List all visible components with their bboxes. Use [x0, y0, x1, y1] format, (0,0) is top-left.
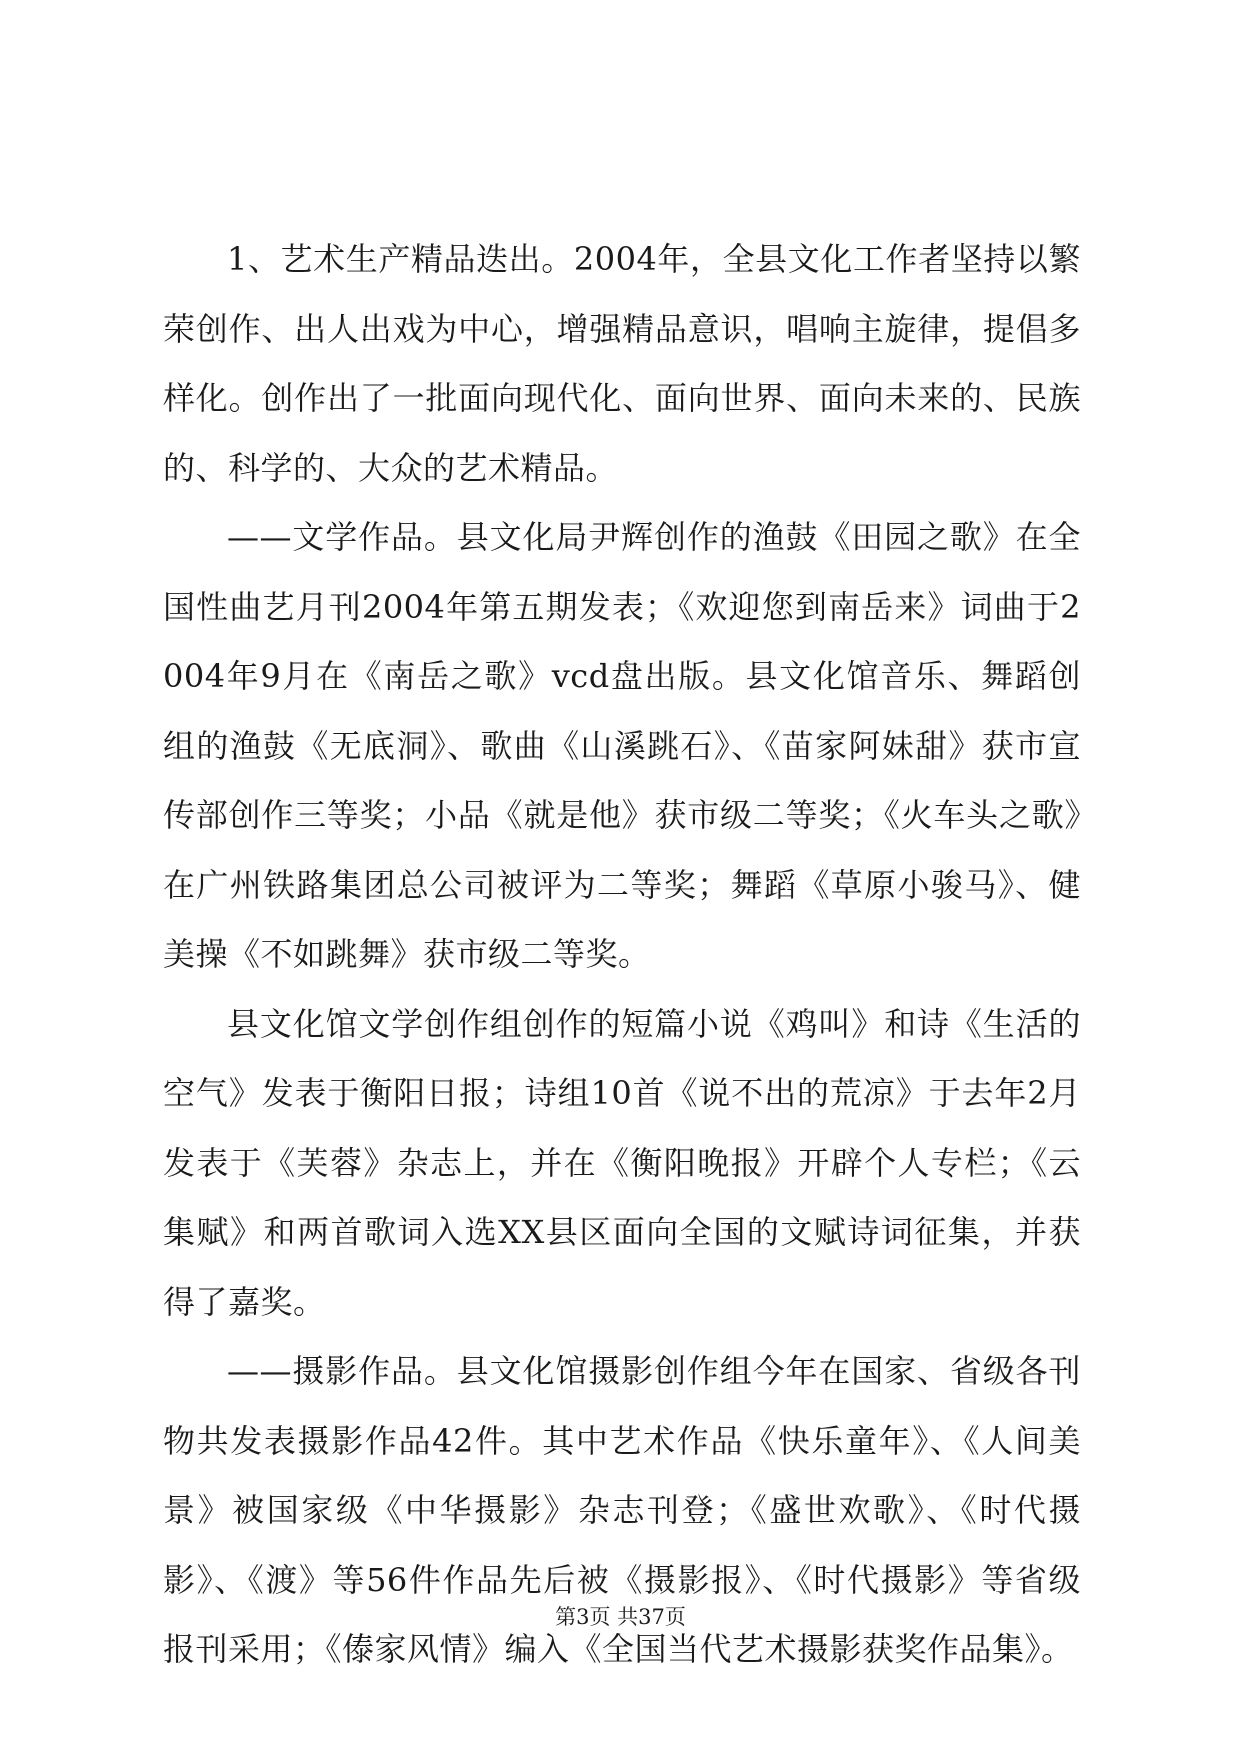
- paragraph-literary-works: ——文学作品。县文化局尹辉创作的渔鼓《田园之歌》在全国性曲艺月刊2004年第五期发表；《欢迎您到南岳来》词曲于2004年9月在《南岳之歌》vcd盘出版。县文化馆音乐、舞蹈创组的渔鼓《无底洞》、歌曲《山溪跳石》、《苗家阿妹甜》获市宣传部创作三等奖；小品《就是他》获市级二等奖；《火车头之歌》在广州铁路集团总公司被评为二等奖；舞蹈《草原小骏马》、健美操《不如跳舞》获市级二等奖。: [163, 518, 1081, 973]
- paragraph-art-production: 1、艺术生产精品迭出。2004年，全县文化工作者坚持以繁荣创作、出人出戏为中心，增强精品意识，唱响主旋律，提倡多样化。创作出了一批面向现代化、面向世界、面向未来的、民族的、科学的、大众的艺术精品。: [163, 240, 1081, 487]
- paragraph-photography-works: ——摄影作品。县文化馆摄影创作组今年在国家、省级各刊物共发表摄影作品42件。其中艺术作品《快乐童年》、《人间美景》被国家级《中华摄影》杂志刊登；《盛世欢歌》、《时代摄影》、《渡》等56件作品先后被《摄影报》、《时代摄影》等省级报刊采用；《傣家风情》编入《全国当代艺术摄影获奖作品集》。: [163, 1352, 1081, 1668]
- page-number-footer: 第3页 共37页: [555, 1605, 686, 1629]
- paragraph-literary-group: 县文化馆文学创作组创作的短篇小说《鸡叫》和诗《生活的空气》发表于衡阳日报；诗组10首《说不出的荒凉》于去年2月发表于《芙蓉》杂志上，并在《衡阳晚报》开辟个人专栏；《云集赋》和两首歌词入选XX县区面向全国的文赋诗词征集，并获得了嘉奖。: [163, 1004, 1081, 1321]
- document-body: [163, 225, 1081, 1685]
